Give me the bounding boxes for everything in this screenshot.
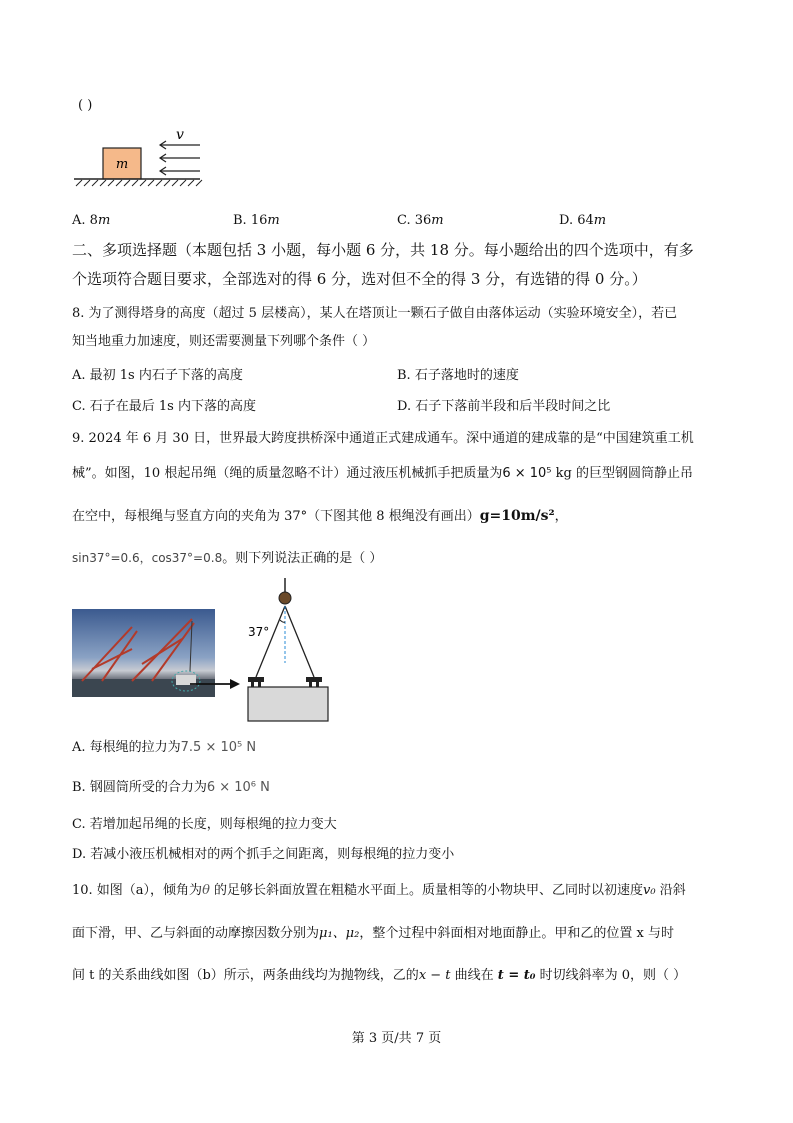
q7-option-d: D. 64m bbox=[559, 213, 607, 228]
q8-option-b: B. 石子落地时的速度 bbox=[397, 368, 519, 383]
section2-heading-line1: 二、多项选择题（本题包括 3 小题，每小题 6 分，共 18 分。每小题给出的四个选项中，有多 bbox=[72, 241, 694, 259]
block-velocity-figure bbox=[72, 122, 207, 194]
ground-hatching bbox=[76, 180, 202, 186]
q8-option-c: C. 石子在最后 1s 内下落的高度 bbox=[72, 399, 256, 414]
q8-stem-line2: 知当地重力加速度，则还需要测量下列哪个条件（ ） bbox=[72, 334, 376, 349]
q9-stem-line1: 9. 2024 年 6 月 30 日，世界最大跨度拱桥深中通道正式建成通车。深中通道的建成靠的是“中国建筑重工机 bbox=[72, 431, 694, 446]
q10-stem-line3: 间 t 的关系曲线如图（b）所示，两条曲线均为抛物线，乙的x − t 曲线在 t = t₀ 时切线斜率为 0，则（ ） bbox=[72, 968, 687, 983]
rope-tension-diagram bbox=[238, 578, 338, 723]
gravity-value: g=10m/s² bbox=[479, 508, 555, 524]
photo-to-diagram-arrow bbox=[190, 676, 240, 692]
q10-stem-line1: 10. 如图（a），倾角为θ 的足够长斜面放置在粗糙水平面上。质量相等的小物块甲、乙同时以初速度v₀ 沿斜 bbox=[72, 883, 686, 898]
q9-option-a: A. 每根绳的拉力为7.5 × 10⁵ N bbox=[72, 740, 257, 755]
block-label: m bbox=[115, 157, 129, 172]
page-footer: 第 3 页/共 7 页 bbox=[351, 1031, 442, 1046]
q8-option-d: D. 石子下落前半段和后半段时间之比 bbox=[397, 399, 611, 414]
q9-stem-line3: 在空中，每根绳与竖直方向的夹角为 37°（下图其他 8 根绳没有画出）g=10m/s²， bbox=[72, 508, 568, 524]
rope-left bbox=[256, 606, 285, 677]
q7-option-b: B. 16m bbox=[233, 213, 280, 228]
hook bbox=[279, 592, 291, 604]
question-answer-bracket: ( ) bbox=[78, 98, 93, 113]
section2-heading-line2: 个选项符合题目要求，全部选对的得 6 分，选对但不全的得 3 分，有选错的得 0 分。） bbox=[72, 270, 647, 288]
angle-label: 37° bbox=[248, 625, 270, 639]
q9-option-c: C. 若增加起吊绳的长度，则每根绳的拉力变大 bbox=[72, 817, 337, 832]
q10-stem-line2: 面下滑，甲、乙与斜面的动摩擦因数分别为μ₁、μ₂，整个过程中斜面相对地面静止。甲和乙的位置 x 与时 bbox=[72, 926, 674, 941]
q7-option-c: C. 36m bbox=[397, 213, 444, 228]
rope-right bbox=[285, 606, 314, 677]
q8-option-a: A. 最初 1s 内石子下落的高度 bbox=[72, 368, 243, 383]
angle-arc bbox=[280, 620, 285, 622]
velocity-arrows bbox=[160, 141, 200, 175]
q7-option-a: A. 8m bbox=[72, 213, 111, 228]
q8-stem-line1: 8. 为了测得塔身的高度（超过 5 层楼高），某人在塔顶让一颗石子做自由落体运动（实验环境安全），若已 bbox=[72, 306, 678, 321]
q9-stem-line4: sin37°=0.6，cos37°=0.8。则下列说法正确的是（ ） bbox=[72, 551, 383, 566]
q9-option-b: B. 钢圆筒所受的合力为6 × 10⁶ N bbox=[72, 780, 270, 795]
gripper-left bbox=[248, 677, 264, 687]
steel-cylinder bbox=[248, 687, 328, 721]
gripper-right bbox=[306, 677, 322, 687]
mass-value: 6 × 10⁵ bbox=[502, 466, 552, 481]
trig-values: sin37°=0.6，cos37°=0.8 bbox=[72, 551, 223, 565]
q9-stem-line2: 械”。如图，10 根起吊绳（绳的质量忽略不计）通过液压机械抓手把质量为6 × 10⁵ kg 的巨型钢圆筒静止吊 bbox=[72, 466, 693, 481]
q9-option-d: D. 若减小液压机械相对的两个抓手之间距离，则每根绳的拉力变小 bbox=[72, 847, 455, 862]
velocity-label: v bbox=[176, 127, 184, 143]
